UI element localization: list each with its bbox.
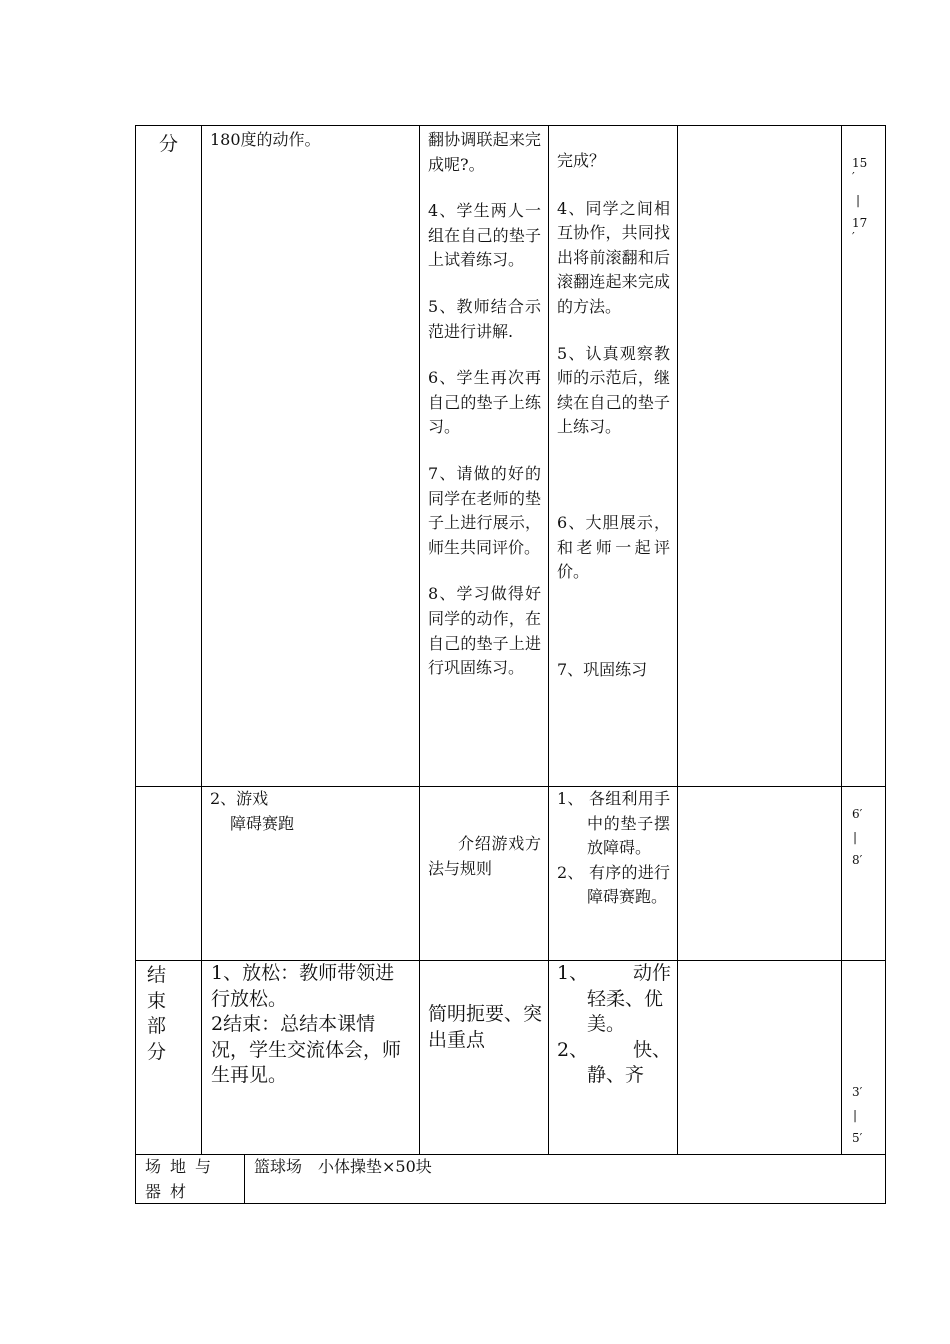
time-cell xyxy=(841,960,886,1154)
time-prime: ′ xyxy=(852,230,855,244)
content-cell xyxy=(201,786,419,960)
student-step-6: 6、大胆展示，和老师一起评价。 xyxy=(557,512,670,582)
venue-label: 场地与器材 xyxy=(145,1157,221,1201)
time-end: 5′ xyxy=(852,1131,863,1145)
student-closing-word-2: 快、 xyxy=(632,1038,671,1061)
student-activity-cell xyxy=(548,786,677,960)
student-step-5: 5、认真观察教师的示范后，继续在自己的垫子上练习。 xyxy=(557,343,670,437)
notes-cell xyxy=(677,125,841,786)
lesson-plan-table xyxy=(135,125,886,1204)
venue-value: 篮球场 小体操垫×50块 xyxy=(254,1157,432,1176)
section-cell xyxy=(135,125,201,786)
student-closing-text-2: 静、齐 xyxy=(587,1064,645,1086)
time-cell xyxy=(841,786,886,960)
content-cell xyxy=(201,125,419,786)
time-separator: | xyxy=(856,193,861,207)
teacher-step-6: 6、学生再次再自己的垫子上练习。 xyxy=(428,368,541,437)
student-activity-cell xyxy=(548,125,677,786)
time-start: 15 xyxy=(852,156,868,170)
venue-label-cell xyxy=(135,1154,244,1204)
section-label: 结束部分 xyxy=(147,964,167,1063)
student-closing-num-1: 1、 xyxy=(557,962,589,984)
notes-cell xyxy=(677,786,841,960)
student-step-7: 7、巩固练习 xyxy=(557,659,648,679)
content-text: 180度的动作。 xyxy=(210,130,321,149)
teacher-step-4: 4、学生两人一组在自己的垫子上试着练习。 xyxy=(428,201,541,270)
time-separator: | xyxy=(853,830,858,844)
notes-cell xyxy=(677,960,841,1154)
teacher-step-7: 7、请做的好的同学在老师的垫子上进行展示，师生共同评价。 xyxy=(428,463,541,557)
student-closing-word-1: 动作 xyxy=(632,962,671,984)
time-start: 6′ xyxy=(852,807,863,821)
game-name: 障碍赛跑 xyxy=(230,813,295,833)
teacher-step-8: 8、学习做得好同学的动作，在自己的垫子上进行巩固练习。 xyxy=(428,584,541,678)
time-separator: | xyxy=(853,1108,858,1122)
teacher-step-3-end: 翻协调联起来完成呢?。 xyxy=(428,130,541,174)
section-cell xyxy=(135,786,201,960)
teacher-activity-cell xyxy=(419,960,548,1154)
teacher-game-intro: 介绍游戏方法与规则 xyxy=(428,834,541,878)
student-game-step-2: 2、 有序的进行障碍赛跑。 xyxy=(557,862,670,907)
game-title: 2、游戏 xyxy=(210,789,269,808)
closing-summary: 2结束：总结本课情况，学生交流体会，师生再见。 xyxy=(211,1013,402,1086)
teacher-step-5: 5、教师结合示范进行讲解. xyxy=(428,296,541,341)
student-closing-num-2: 2、 xyxy=(557,1038,589,1061)
closing-relax: 1、放松：教师带领进行放松。 xyxy=(211,962,395,1010)
student-step-3-end: 完成？ xyxy=(557,151,606,170)
student-closing-text-1: 轻柔、优美。 xyxy=(587,987,664,1035)
time-start: 3′ xyxy=(852,1085,863,1099)
time-prime: ′ xyxy=(852,170,855,184)
section-label: 分 xyxy=(158,133,178,155)
time-cell xyxy=(841,125,886,786)
time-end: 8′ xyxy=(852,853,863,867)
teacher-activity-cell xyxy=(419,786,548,960)
student-step-4: 4、同学之间相互协作，共同找出将前滚翻和后滚翻连起来完成的方法。 xyxy=(557,198,670,316)
time-end: 17 xyxy=(852,216,868,230)
section-cell xyxy=(135,960,201,1154)
student-activity-cell xyxy=(548,960,677,1154)
venue-value-cell xyxy=(244,1154,886,1204)
content-cell xyxy=(201,960,419,1154)
student-game-step-1: 1、 各组利用手中的垫子摆放障碍。 xyxy=(557,789,670,858)
teacher-activity-cell xyxy=(419,125,548,786)
teacher-closing-note: 简明扼要、突出重点 xyxy=(428,1003,543,1051)
